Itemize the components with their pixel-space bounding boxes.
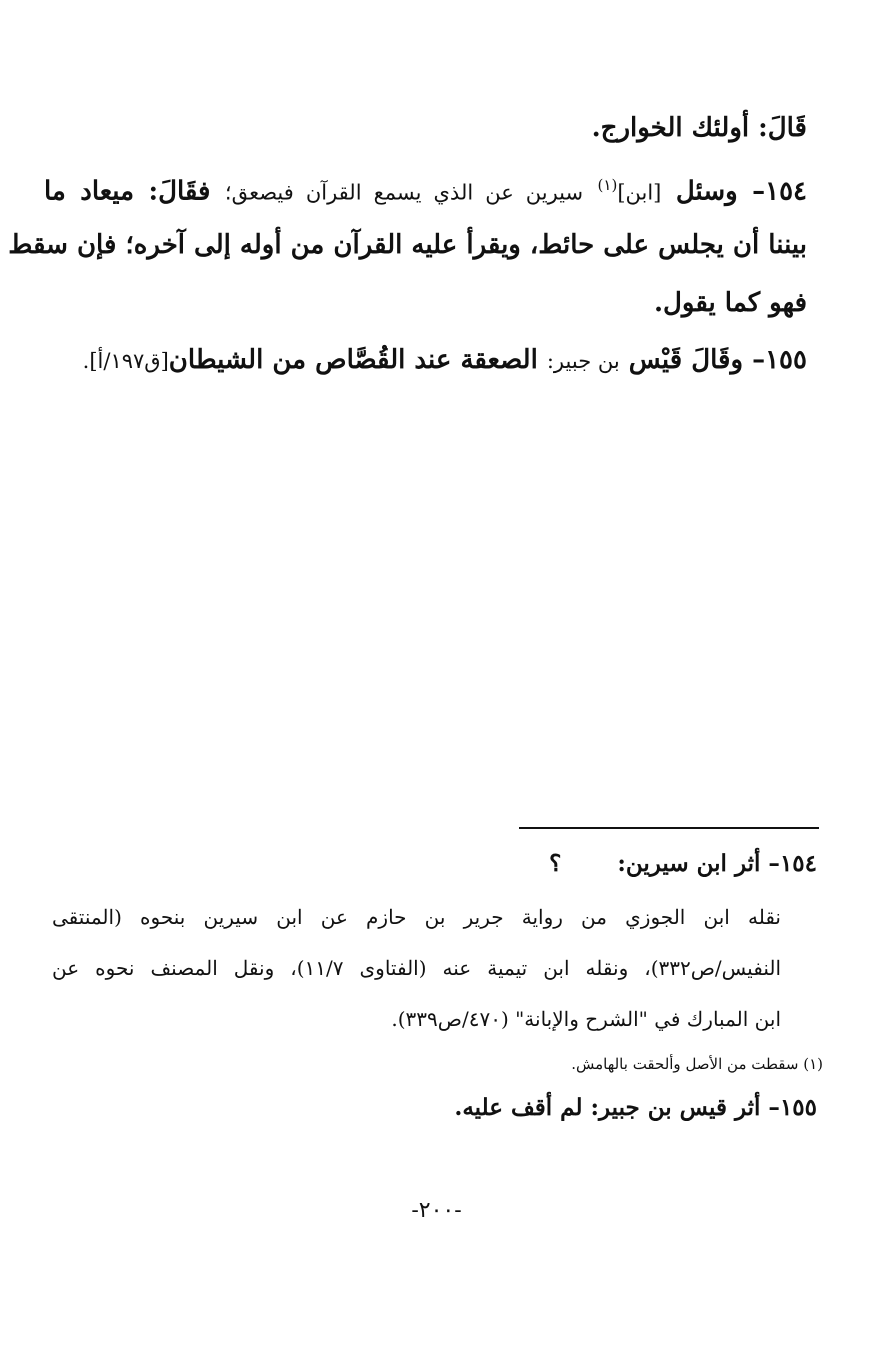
footnote-1-text: (١) سقطت من الأصل وألحقت بالهامش. xyxy=(571,1055,823,1073)
note-154-line-1 xyxy=(52,900,781,934)
note-154-line-2 xyxy=(52,951,781,985)
entry-154-line-2 xyxy=(8,225,807,265)
folio-marker: [ق١٩٧/أ]. xyxy=(82,349,169,373)
entry-155-text: الصعقة عند القُصَّاص من الشيطان xyxy=(168,345,538,375)
footnote-ref-1: (١) xyxy=(597,176,618,194)
note-154-question-mark: ؟ xyxy=(549,850,562,877)
entry-154-light-text: سيرين عن الذي يسمع القرآن فيصعق؛ xyxy=(224,180,584,205)
note-154-title: ١٥٤– أثر ابن سيرين: xyxy=(617,850,817,877)
note-155 xyxy=(454,1090,817,1126)
entry-154-word: وسئل xyxy=(675,176,738,207)
entry-154-line-3 xyxy=(654,283,807,323)
text-line-1: قَالَ: أولئك الخوارج. xyxy=(591,113,807,143)
entry-number-154: ١٥٤– xyxy=(752,176,808,207)
page-number-text: -٢٠٠- xyxy=(411,1198,462,1223)
page-number xyxy=(0,1196,873,1226)
note-154-text-3: ابن المبارك في "الشرح والإبانة" (٤٧٠/ص٣٣٩). xyxy=(391,1007,781,1031)
entry-154-text-3: فهو كما يقول. xyxy=(653,288,807,318)
entry-155-light-text: بن جبير: xyxy=(546,349,620,373)
entry-154-text-2: بيننا أن يجلس على حائط، ويقرأ عليه القرآن من أوله إلى آخره؛ فإن سقط xyxy=(8,230,807,260)
note-155-text: ١٥٥– أثر قيس بن جبير: لم أقف عليه. xyxy=(454,1094,817,1121)
footnote-1 xyxy=(571,1052,823,1076)
entry-number-155: ١٥٥– xyxy=(752,345,807,375)
text-line-khawarij xyxy=(592,108,807,148)
footnote-divider xyxy=(519,827,819,829)
entry-154-said: فقَالَ: ميعاد ما xyxy=(44,176,211,207)
note-154-text-2: النفيس/ص٣٣٢)، ونقله ابن تيمية عنه (الفتاوى ١١/٧)، ونقل المصنف نحوه عن xyxy=(52,956,782,980)
note-154-text-1: نقله ابن الجوزي من رواية جرير بن حازم عن ابن سيرين بنحوه (المنتقى xyxy=(52,905,781,929)
note-154-line-3 xyxy=(391,1002,781,1036)
entry-155-word: وقَالَ قَيْس xyxy=(628,345,744,375)
inserted-word-bracket: [ابن] xyxy=(617,180,662,205)
note-154-heading xyxy=(549,846,817,882)
entry-154-line-1 xyxy=(44,165,807,213)
entry-155-line xyxy=(83,340,807,381)
